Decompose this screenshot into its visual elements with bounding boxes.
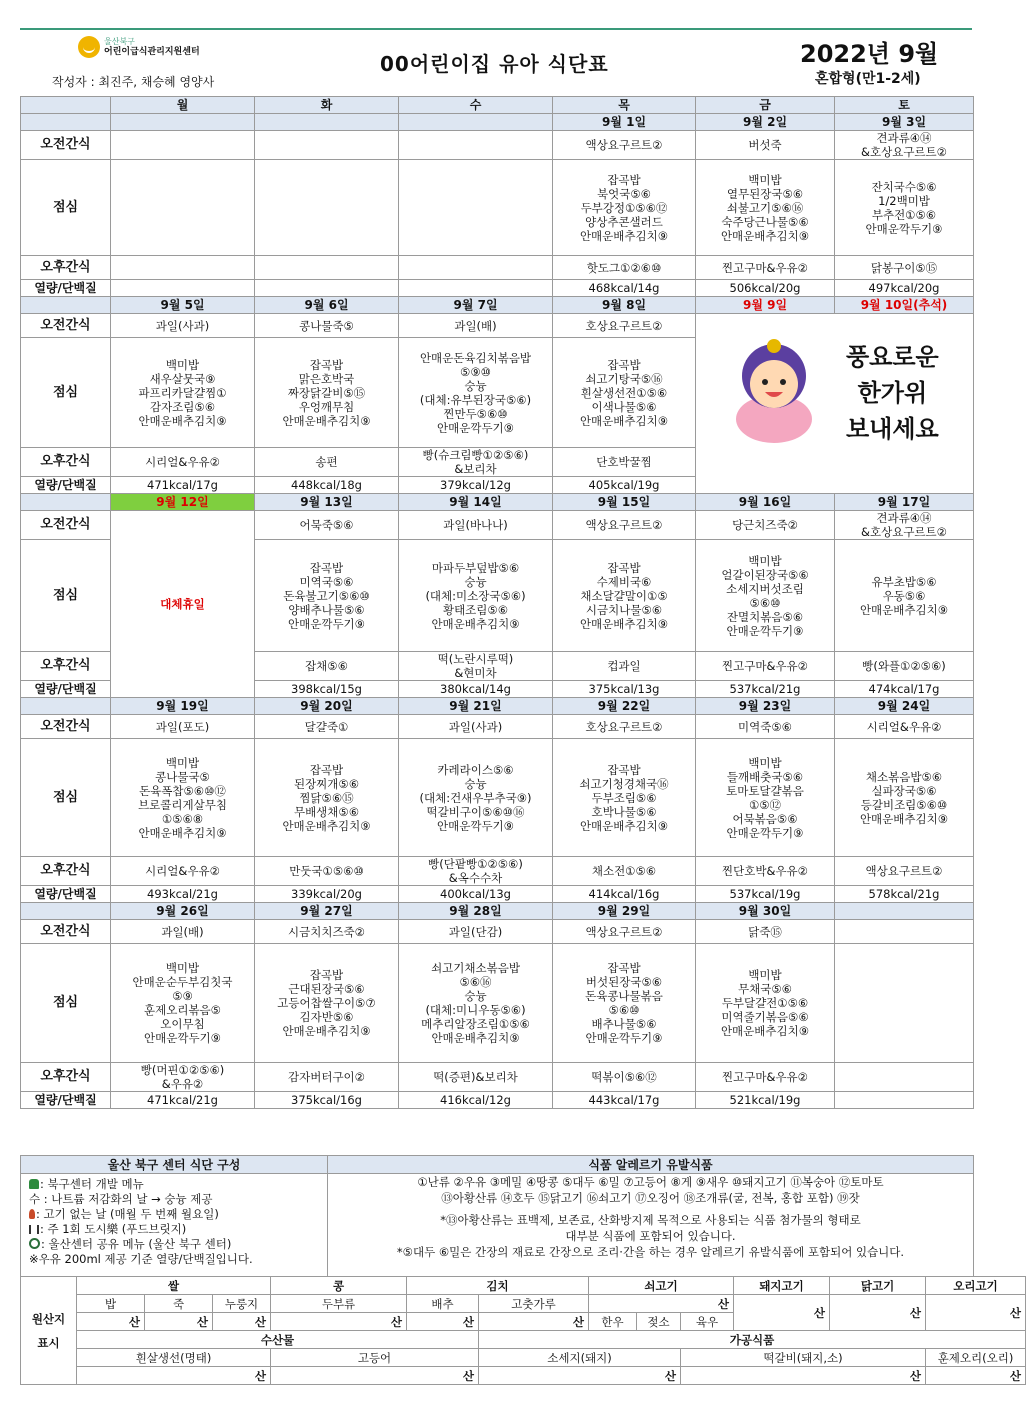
day-header: 목 <box>553 97 696 114</box>
north-gu-menu-icon <box>29 1179 39 1189</box>
legend-item: : 주 1회 도시樂 (푸드브릿지) <box>40 1222 187 1236</box>
menu-pm <box>111 256 255 280</box>
menu-pm: 닭봉구이⑤⑮ <box>835 256 974 280</box>
author: 작성자 : 최진주, 채승혜 영양사 <box>52 75 215 89</box>
menu-pm: 떡볶이⑤⑥⑫ <box>553 1063 696 1092</box>
date-cell: 9월 1일 <box>553 114 696 131</box>
org-line2: 어린이급식관리지원센터 <box>104 47 200 57</box>
legend-item: 수 : 나트륨 저감화의 날 → 숭늉 제공 <box>29 1192 213 1206</box>
row-label-am: 오전간식 <box>21 314 111 338</box>
menu-pm <box>835 1063 974 1092</box>
menu-lunch: 백미밥 콩나물국⑤ 돈육폭찹⑤⑥⑩⑫ 브로콜리게살무침 ①⑤⑥⑧ 안매운배추김치⑨ <box>111 739 255 857</box>
date-cell: 9월 22일 <box>553 698 696 715</box>
menu-am: 과일(바나나) <box>399 511 553 540</box>
menu-pm: 빵(슈크림빵①②⑤⑥) &보리차 <box>399 448 553 477</box>
menu-am: 액상요구르트② <box>553 131 696 160</box>
menu-am: 당근치즈죽② <box>696 511 835 540</box>
menu-am: 시리얼&우유② <box>835 715 974 739</box>
menu-pm: 찐고구마&우유② <box>696 256 835 280</box>
origin-value: 산 <box>926 1367 1026 1385</box>
origin-value: 산 <box>145 1313 213 1331</box>
date-cell: 9월 20일 <box>255 698 399 715</box>
menu-kcal: 506kcal/20g <box>696 280 835 297</box>
origin-sub: 젖소 <box>637 1313 681 1331</box>
menu-kcal: 471kcal/21g <box>111 1092 255 1109</box>
origin-value: 산 <box>77 1367 271 1385</box>
menu-am <box>399 131 553 160</box>
origin-group-kimchi: 김치 <box>407 1277 589 1295</box>
menu-table <box>20 96 974 1109</box>
origin-value: 산 <box>734 1295 830 1331</box>
holiday-line: 풍요로운 <box>846 343 939 371</box>
menu-lunch: 잡곡밥 쇠고기청경채국⑯ 두부조림⑤⑥ 호박나물⑤⑥ 안매운배추김치⑨ <box>553 739 696 857</box>
row-label-lunch: 점심 <box>21 540 111 652</box>
menu-lunch: 백미밥 안매운순두부김칫국 ⑤⑨ 훈제오리볶음⑤ 오이무침 안매운깍두기⑨ <box>111 944 255 1063</box>
day-header: 금 <box>696 97 835 114</box>
org-line1: 울산북구 <box>104 37 135 46</box>
menu-kcal <box>399 280 553 297</box>
menu-am: 과일(단감) <box>399 920 553 944</box>
origin-label-2: 표시 <box>37 1335 60 1350</box>
menu-am: 과일(포도) <box>111 715 255 739</box>
row-label-pm: 오후간식 <box>21 448 111 477</box>
date-cell: 9월 6일 <box>255 297 399 314</box>
menu-kcal <box>255 280 399 297</box>
origin-group-chicken: 닭고기 <box>830 1277 926 1295</box>
date-cell <box>399 114 553 131</box>
row-label-kcal: 열량/단백질 <box>21 477 111 494</box>
menu-pm: 감자버터구이② <box>255 1063 399 1092</box>
date-cell: 9월 30일 <box>696 903 835 920</box>
origin-value: 산 <box>213 1313 271 1331</box>
origin-sub: 배추 <box>407 1295 479 1313</box>
menu-kcal: 471kcal/17g <box>111 477 255 494</box>
row-label-am: 오전간식 <box>21 131 111 160</box>
menu-lunch: 잡곡밥 근대된장국⑤⑥ 고등어찹쌀구이⑤⑦ 김자반⑤⑥ 안매운배추김치⑨ <box>255 944 399 1063</box>
menu-am: 과일(배) <box>399 314 553 338</box>
menu-pm: 잡채⑤⑥ <box>255 652 399 681</box>
menu-am: 미역죽⑤⑥ <box>696 715 835 739</box>
menu-lunch: 잡곡밥 북엇국⑤⑥ 두부강정①⑤⑥⑫ 양상추콘샐러드 안매운배추김치⑨ <box>553 160 696 256</box>
row-label-kcal: 열량/단백질 <box>21 886 111 903</box>
row-label-kcal: 열량/단백질 <box>21 280 111 297</box>
date-cell: 9월 17일 <box>835 494 974 511</box>
menu-am: 액상요구르트② <box>553 511 696 540</box>
day-header: 수 <box>399 97 553 114</box>
menu-lunch: 백미밥 얼갈이된장국⑤⑥ 소세지버섯조림 ⑤⑥⑩ 잔멸치볶음⑤⑥ 안매운깍두기⑨ <box>696 540 835 652</box>
menu-lunch: 백미밥 열무된장국⑤⑥ 쇠불고기⑤⑥⑯ 숙주당근나물⑤⑥ 안매운배추김치⑨ <box>696 160 835 256</box>
menu-am <box>835 920 974 944</box>
allergy-note: *⑤대두 ⑥밀은 간장의 재료로 간장으로 조리·간을 하는 경우 알레르기 유발식품에 포함되어 있습니다. <box>396 1245 905 1259</box>
date-cell: 9월 27일 <box>255 903 399 920</box>
corner-cell <box>21 297 111 314</box>
origin-sub: 죽 <box>145 1295 213 1313</box>
date-cell: 9월 16일 <box>696 494 835 511</box>
origin-sub: 떡갈비(돼지,소) <box>681 1349 926 1367</box>
legend-item: ※우유 200ml 제공 기준 열량/단백질입니다. <box>29 1252 253 1266</box>
row-label-lunch: 점심 <box>21 739 111 857</box>
allergy-line: ①난류 ②우유 ③메밀 ④땅콩 ⑤대두 ⑥밀 ⑦고등어 ⑧게 ⑨새우 ⑩돼지고기 ⑪복숭아 ⑫토마토 <box>417 1175 884 1189</box>
menu-kcal: 379kcal/12g <box>399 477 553 494</box>
origin-group-bean: 콩 <box>271 1277 407 1295</box>
menu-am: 과일(배) <box>111 920 255 944</box>
origin-group-duck: 오리고기 <box>926 1277 1026 1295</box>
row-label-lunch: 점심 <box>21 944 111 1063</box>
legend-title: 울산 북구 센터 식단 구성 <box>21 1156 328 1174</box>
date-cell: 9월 29일 <box>553 903 696 920</box>
day-header: 토 <box>835 97 974 114</box>
menu-pm: 떡(노란시루떡) &현미차 <box>399 652 553 681</box>
row-label-lunch: 점심 <box>21 338 111 448</box>
menu-pm: 액상요구르트② <box>835 857 974 886</box>
menu-pm: 채소전①⑤⑥ <box>553 857 696 886</box>
menu-pm: 떡(증편)&보리차 <box>399 1063 553 1092</box>
allergy-line: ⑬아황산류 ⑭호두 ⑮닭고기 ⑯쇠고기 ⑰오징어 ⑱조개류(굴, 전복, 홍합 포함) ⑲잣 <box>441 1191 860 1205</box>
corner-cell <box>21 698 111 715</box>
menu-kcal: 493kcal/21g <box>111 886 255 903</box>
row-label-am: 오전간식 <box>21 511 111 540</box>
allergy-note: 대부분 식품에 포함되어 있습니다. <box>565 1229 736 1243</box>
menu-pm <box>399 256 553 280</box>
date-cell: 9월 2일 <box>696 114 835 131</box>
date-cell: 9월 24일 <box>835 698 974 715</box>
date-cell: 9월 28일 <box>399 903 553 920</box>
menu-lunch: 쇠고기채소볶음밥 ⑤⑥⑯ 숭늉 (대체:미니우동⑤⑥) 메추리알장조림①⑤⑥ 안매운배추김치⑨ <box>399 944 553 1063</box>
menu-lunch: 채소볶음밥⑤⑥ 실파장국⑤⑥ 등갈비조림⑤⑥⑩ 안매운배추김치⑨ <box>835 739 974 857</box>
origin-group-rice: 쌀 <box>77 1277 271 1295</box>
menu-lunch: 잡곡밥 된장찌개⑤⑥ 찜닭⑤⑥⑮ 무배생채⑤⑥ 안매운배추김치⑨ <box>255 739 399 857</box>
origin-group-seafood: 수산물 <box>77 1331 479 1349</box>
closed-day: 대체휴일 <box>111 511 255 698</box>
date-cell: 9월 7일 <box>399 297 553 314</box>
menu-pm: 핫도그①②⑥⑩ <box>553 256 696 280</box>
date-cell: 9월 19일 <box>111 698 255 715</box>
origin-sub: 두부류 <box>271 1295 407 1313</box>
menu-kcal: 537kcal/19g <box>696 886 835 903</box>
origin-value: 산 <box>589 1295 734 1313</box>
row-label-pm: 오후간식 <box>21 652 111 681</box>
menu-am: 과일(사과) <box>399 715 553 739</box>
menu-pm: 빵(단팥빵①②⑤⑥) &옥수수차 <box>399 857 553 886</box>
menu-kcal: 339kcal/20g <box>255 886 399 903</box>
menu-am: 견과류④⑭ &호상요구르트② <box>835 131 974 160</box>
date-cell: 9월 26일 <box>111 903 255 920</box>
menu-kcal <box>111 280 255 297</box>
menu-am <box>111 131 255 160</box>
menu-lunch: 잡곡밥 미역국⑤⑥ 돈육불고기⑤⑥⑩ 양배추나물⑤⑥ 안매운깍두기⑨ <box>255 540 399 652</box>
menu-lunch: 백미밥 새우살뭇국⑨ 파프리카달걀찜① 감자조림⑤⑥ 안매운배추김치⑨ <box>111 338 255 448</box>
top-rule <box>20 28 972 30</box>
menu-am <box>255 131 399 160</box>
date-cell: 9월 14일 <box>399 494 553 511</box>
menu-am: 과일(사과) <box>111 314 255 338</box>
row-label-lunch: 점심 <box>21 160 111 256</box>
menu-lunch: 잡곡밥 쇠고기탕국⑤⑯ 흰살생선전①⑤⑥ 이색나물⑤⑥ 안매운배추김치⑨ <box>553 338 696 448</box>
legend-item: : 울산센터 공유 메뉴 (울산 북구 센터) <box>41 1237 232 1251</box>
origin-sub: 한우 <box>589 1313 637 1331</box>
origin-value: 산 <box>271 1313 407 1331</box>
menu-am: 닭죽⑮ <box>696 920 835 944</box>
origin-label <box>21 1277 77 1385</box>
origin-value: 산 <box>681 1367 926 1385</box>
menu-kcal: 448kcal/18g <box>255 477 399 494</box>
menu-kcal: 375kcal/16g <box>255 1092 399 1109</box>
row-label-am: 오전간식 <box>21 920 111 944</box>
page-title: 00어린이집 유아 식단표 <box>380 52 609 76</box>
menu-lunch: 잡곡밥 수제비국⑥ 채소달걀말이①⑤ 시금치나물⑤⑥ 안매운배추김치⑨ <box>553 540 696 652</box>
menu-lunch: 잡곡밥 버섯된장국⑤⑥ 돈육콩나물볶음 ⑤⑥⑩ 배추나물⑤⑥ 안매운깍두기⑨ <box>553 944 696 1063</box>
menu-kcal: 578kcal/21g <box>835 886 974 903</box>
menu-kcal: 414kcal/16g <box>553 886 696 903</box>
menu-am: 견과류④⑭ &호상요구르트② <box>835 511 974 540</box>
menu-lunch: 백미밥 들깨배춧국⑤⑥ 토마토달걀볶음 ①⑤⑫ 어묵볶음⑤⑥ 안매운깍두기⑨ <box>696 739 835 857</box>
origin-value: 산 <box>830 1295 926 1331</box>
menu-lunch: 유부초밥⑤⑥ 우동⑤⑥ 안매운배추김치⑨ <box>835 540 974 652</box>
menu-lunch <box>835 944 974 1063</box>
menu-kcal: 416kcal/12g <box>399 1092 553 1109</box>
allergy-title: 식품 알레르기 유발식품 <box>328 1156 974 1174</box>
legend-box <box>21 1174 328 1278</box>
lunchbox-icon <box>29 1225 39 1234</box>
menu-am: 버섯죽 <box>696 131 835 160</box>
date-cell: 9월 12일 <box>111 494 255 511</box>
menu-lunch: 백미밥 무채국⑤⑥ 두부달걀전①⑤⑥ 미역줄기볶음⑤⑥ 안매운배추김치⑨ <box>696 944 835 1063</box>
origin-value: 산 <box>407 1313 479 1331</box>
date-cell: 9월 9일 <box>696 297 835 314</box>
menu-kind: 혼합형(만1-2세) <box>815 71 921 87</box>
menu-pm: 빵(와플①②⑤⑥) <box>835 652 974 681</box>
date-cell: 9월 3일 <box>835 114 974 131</box>
allergy-note: *⑬아황산류는 표백제, 보존료, 산화방지제 목적으로 사용되는 식품 첨가물의 형태로 <box>440 1213 861 1227</box>
menu-kcal: 497kcal/20g <box>835 280 974 297</box>
day-header: 화 <box>255 97 399 114</box>
menu-kcal: 443kcal/17g <box>553 1092 696 1109</box>
menu-kcal: 400kcal/13g <box>399 886 553 903</box>
row-label-am: 오전간식 <box>21 715 111 739</box>
menu-pm: 송편 <box>255 448 399 477</box>
menu-lunch: 잡곡밥 맑은호박국 짜장닭갈비⑤⑮ 우엉깨무침 안매운배추김치⑨ <box>255 338 399 448</box>
center-logo <box>78 36 200 58</box>
menu-kcal: 405kcal/19g <box>553 477 696 494</box>
menu-kcal: 474kcal/17g <box>835 681 974 698</box>
shared-menu-icon <box>29 1238 40 1249</box>
origin-sub: 밥 <box>77 1295 145 1313</box>
corner-cell <box>21 494 111 511</box>
date-cell <box>255 114 399 131</box>
holiday-line: 한가위 <box>857 379 928 407</box>
origin-sub: 고등어 <box>271 1349 479 1367</box>
holiday-greeting <box>696 314 974 494</box>
menu-lunch: 안매운돈육김치볶음밥 ⑤⑨⑩ 숭늉 (대체:유부된장국⑤⑥) 찐만두⑤⑥⑩ 안매운깍두기⑨ <box>399 338 553 448</box>
menu-pm: 단호박꿀찜 <box>553 448 696 477</box>
menu-am: 어묵죽⑤⑥ <box>255 511 399 540</box>
menu-am: 시금치치즈죽② <box>255 920 399 944</box>
origin-sub: 흰살생선(명태) <box>77 1349 271 1367</box>
menu-pm: 시리얼&우유② <box>111 448 255 477</box>
menu-lunch: 마파두부덮밥⑤⑥ 숭늉 (대체:미소장국⑤⑥) 황태조림⑤⑥ 안매운배추김치⑨ <box>399 540 553 652</box>
menu-kcal: 380kcal/14g <box>399 681 553 698</box>
menu-kcal: 521kcal/19g <box>696 1092 835 1109</box>
menu-am: 액상요구르트② <box>553 920 696 944</box>
origin-label-1: 원산지 <box>31 1311 66 1326</box>
origin-sub: 누룽지 <box>213 1295 271 1313</box>
origin-group-pork: 돼지고기 <box>734 1277 830 1295</box>
legend-item: : 북구센터 개발 메뉴 <box>40 1177 144 1191</box>
menu-pm <box>255 256 399 280</box>
date-cell: 9월 10일(추석) <box>835 297 974 314</box>
composition-table <box>20 1155 974 1278</box>
menu-kcal: 398kcal/15g <box>255 681 399 698</box>
legend-item: : 고기 없는 날 (매월 두 번째 월요일) <box>36 1207 219 1221</box>
menu-kcal <box>835 1092 974 1109</box>
menu-lunch <box>255 160 399 256</box>
row-label-pm: 오후간식 <box>21 1063 111 1092</box>
row-label-pm: 오후간식 <box>21 857 111 886</box>
origin-table <box>20 1276 1026 1385</box>
holiday-line: 보내세요 <box>846 415 939 443</box>
origin-value: 산 <box>479 1313 589 1331</box>
menu-lunch: 잔치국수⑤⑥ 1/2백미밥 부추전①⑤⑥ 안매운깍두기⑨ <box>835 160 974 256</box>
menu-lunch <box>111 160 255 256</box>
girl-hanbok-icon <box>734 334 814 444</box>
menu-am: 호상요구르트② <box>553 314 696 338</box>
date-cell: 9월 8일 <box>553 297 696 314</box>
date-cell <box>835 903 974 920</box>
corner-cell <box>21 97 111 114</box>
row-label-kcal: 열량/단백질 <box>21 681 111 698</box>
year-month: 2022년 9월 <box>800 40 939 68</box>
origin-sub: 훈제오리(오리) <box>926 1349 1026 1367</box>
menu-kcal: 468kcal/14g <box>553 280 696 297</box>
origin-sub: 고춧가루 <box>479 1295 589 1313</box>
menu-kcal: 375kcal/13g <box>553 681 696 698</box>
menu-pm: 컵과일 <box>553 652 696 681</box>
menu-pm: 빵(머핀①②⑤⑥) &우유② <box>111 1063 255 1092</box>
origin-value: 산 <box>926 1295 1026 1331</box>
menu-am: 콩나물죽⑤ <box>255 314 399 338</box>
date-cell: 9월 5일 <box>111 297 255 314</box>
meatless-day-icon <box>29 1209 35 1219</box>
corner-cell <box>21 114 111 131</box>
menu-kcal: 537kcal/21g <box>696 681 835 698</box>
smile-logo-icon <box>78 36 100 58</box>
date-cell <box>111 114 255 131</box>
menu-lunch <box>399 160 553 256</box>
allergy-box <box>328 1174 974 1278</box>
menu-am: 호상요구르트② <box>553 715 696 739</box>
row-label-kcal: 열량/단백질 <box>21 1092 111 1109</box>
menu-pm: 찐고구마&우유② <box>696 1063 835 1092</box>
corner-cell <box>21 903 111 920</box>
origin-value: 산 <box>271 1367 479 1385</box>
menu-am: 달걀죽① <box>255 715 399 739</box>
date-cell: 9월 21일 <box>399 698 553 715</box>
origin-sub: 소세지(돼지) <box>479 1349 681 1367</box>
date-cell: 9월 13일 <box>255 494 399 511</box>
origin-value: 산 <box>479 1367 681 1385</box>
menu-lunch: 카레라이스⑤⑥ 숭늉 (대체:건새우부추국⑨) 떡갈비구이⑤⑥⑩⑯ 안매운깍두기⑨ <box>399 739 553 857</box>
date-cell: 9월 15일 <box>553 494 696 511</box>
menu-pm: 만둣국①⑤⑥⑩ <box>255 857 399 886</box>
origin-sub: 육우 <box>681 1313 734 1331</box>
row-label-pm: 오후간식 <box>21 256 111 280</box>
menu-pm: 찐단호박&우유② <box>696 857 835 886</box>
origin-value: 산 <box>77 1313 145 1331</box>
date-cell: 9월 23일 <box>696 698 835 715</box>
origin-group-processed: 가공식품 <box>479 1331 1026 1349</box>
menu-pm: 찐고구마&우유② <box>696 652 835 681</box>
origin-group-beef: 쇠고기 <box>589 1277 734 1295</box>
menu-pm: 시리얼&우유② <box>111 857 255 886</box>
day-header: 월 <box>111 97 255 114</box>
